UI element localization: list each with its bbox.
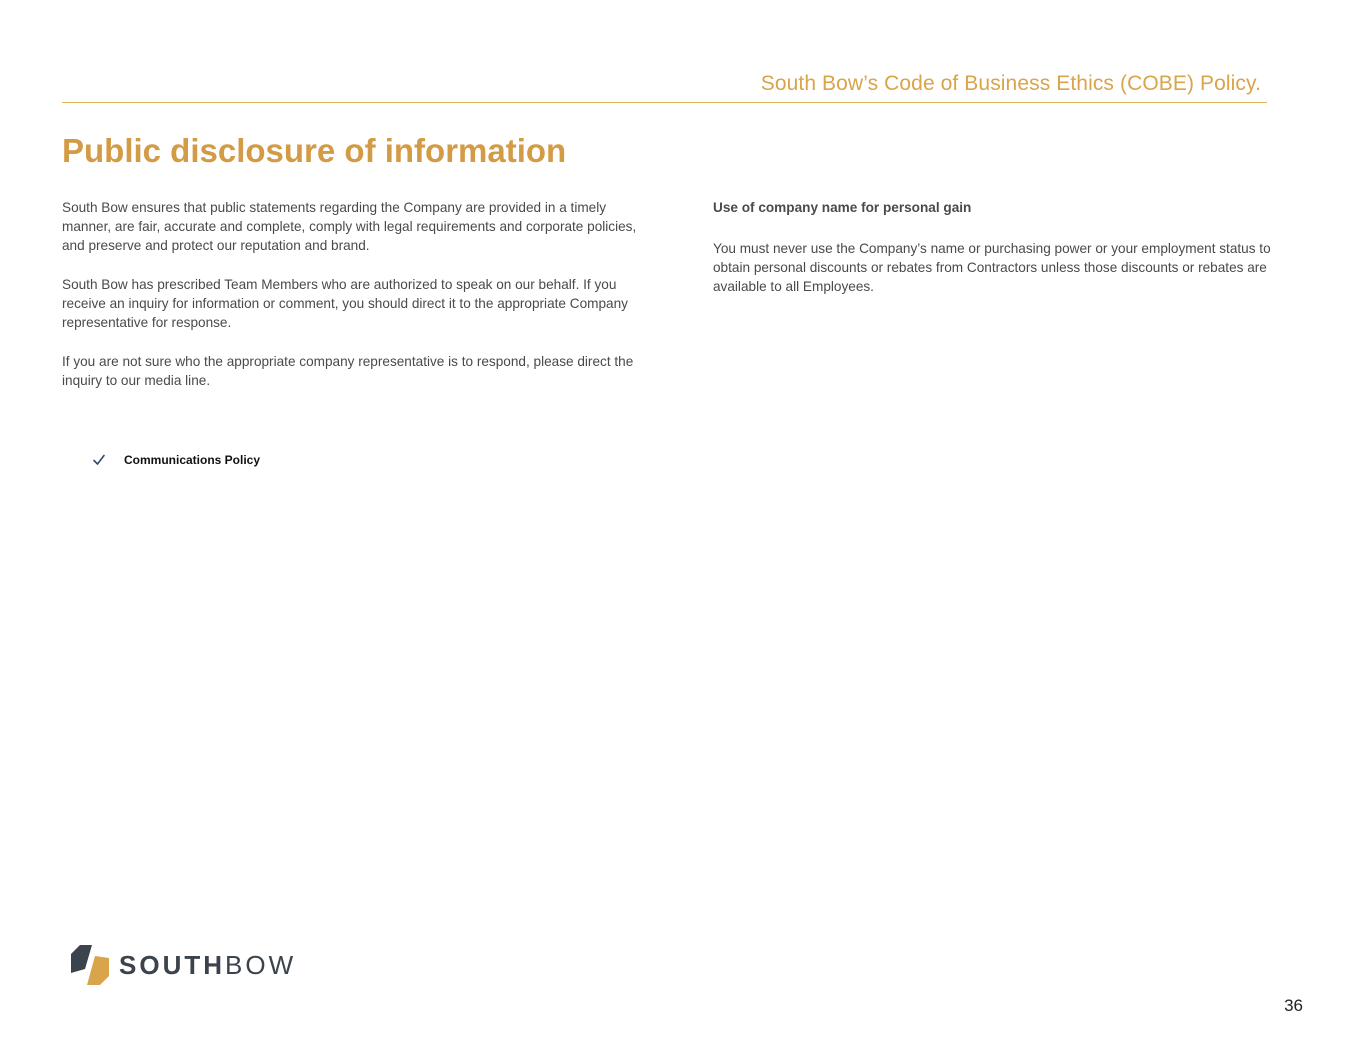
southbow-logo-mark-icon xyxy=(70,943,110,987)
paragraph-authorized-speakers: South Bow has prescribed Team Members who are authorized to speak on our behalf. If you receive an inquiry for information or comment, you should direct it to the appropriate Company representative for response. xyxy=(62,277,628,330)
header-title: South Bow’s Code of Business Ethics (COBE) Policy. xyxy=(760,72,1261,95)
southbow-logo xyxy=(70,943,296,987)
left-column xyxy=(62,198,650,410)
logo-text-bow: BOW xyxy=(225,949,297,980)
related-policy-item xyxy=(92,453,260,467)
paragraph-company-name: You must never use the Company’s name or purchasing power or your employment status to obtain personal discounts or rebates from Contractors unless those discounts or rebates are available to all Employees. xyxy=(713,241,1271,294)
paragraph-media-line: If you are not sure who the appropriate company representative is to respond, please direct the inquiry to our media line. xyxy=(62,354,634,388)
related-policy-label: Communications Policy xyxy=(124,453,261,467)
right-column xyxy=(713,198,1305,316)
page-number: 36 xyxy=(1284,996,1303,1015)
southbow-logo-text xyxy=(119,950,296,981)
paragraph-public-statements: South Bow ensures that public statements regarding the Company are provided in a timely manner, are fair, accurate and complete, comply with legal requirements and corporate policies, and preserve and protect our reputation and brand. xyxy=(62,200,637,253)
logo-text-south: SOUTH xyxy=(119,949,225,980)
checkmark-icon xyxy=(92,453,106,467)
header-divider xyxy=(62,102,1267,103)
subheading-company-name: Use of company name for personal gain xyxy=(713,200,972,215)
page-heading: Public disclosure of information xyxy=(62,132,567,169)
